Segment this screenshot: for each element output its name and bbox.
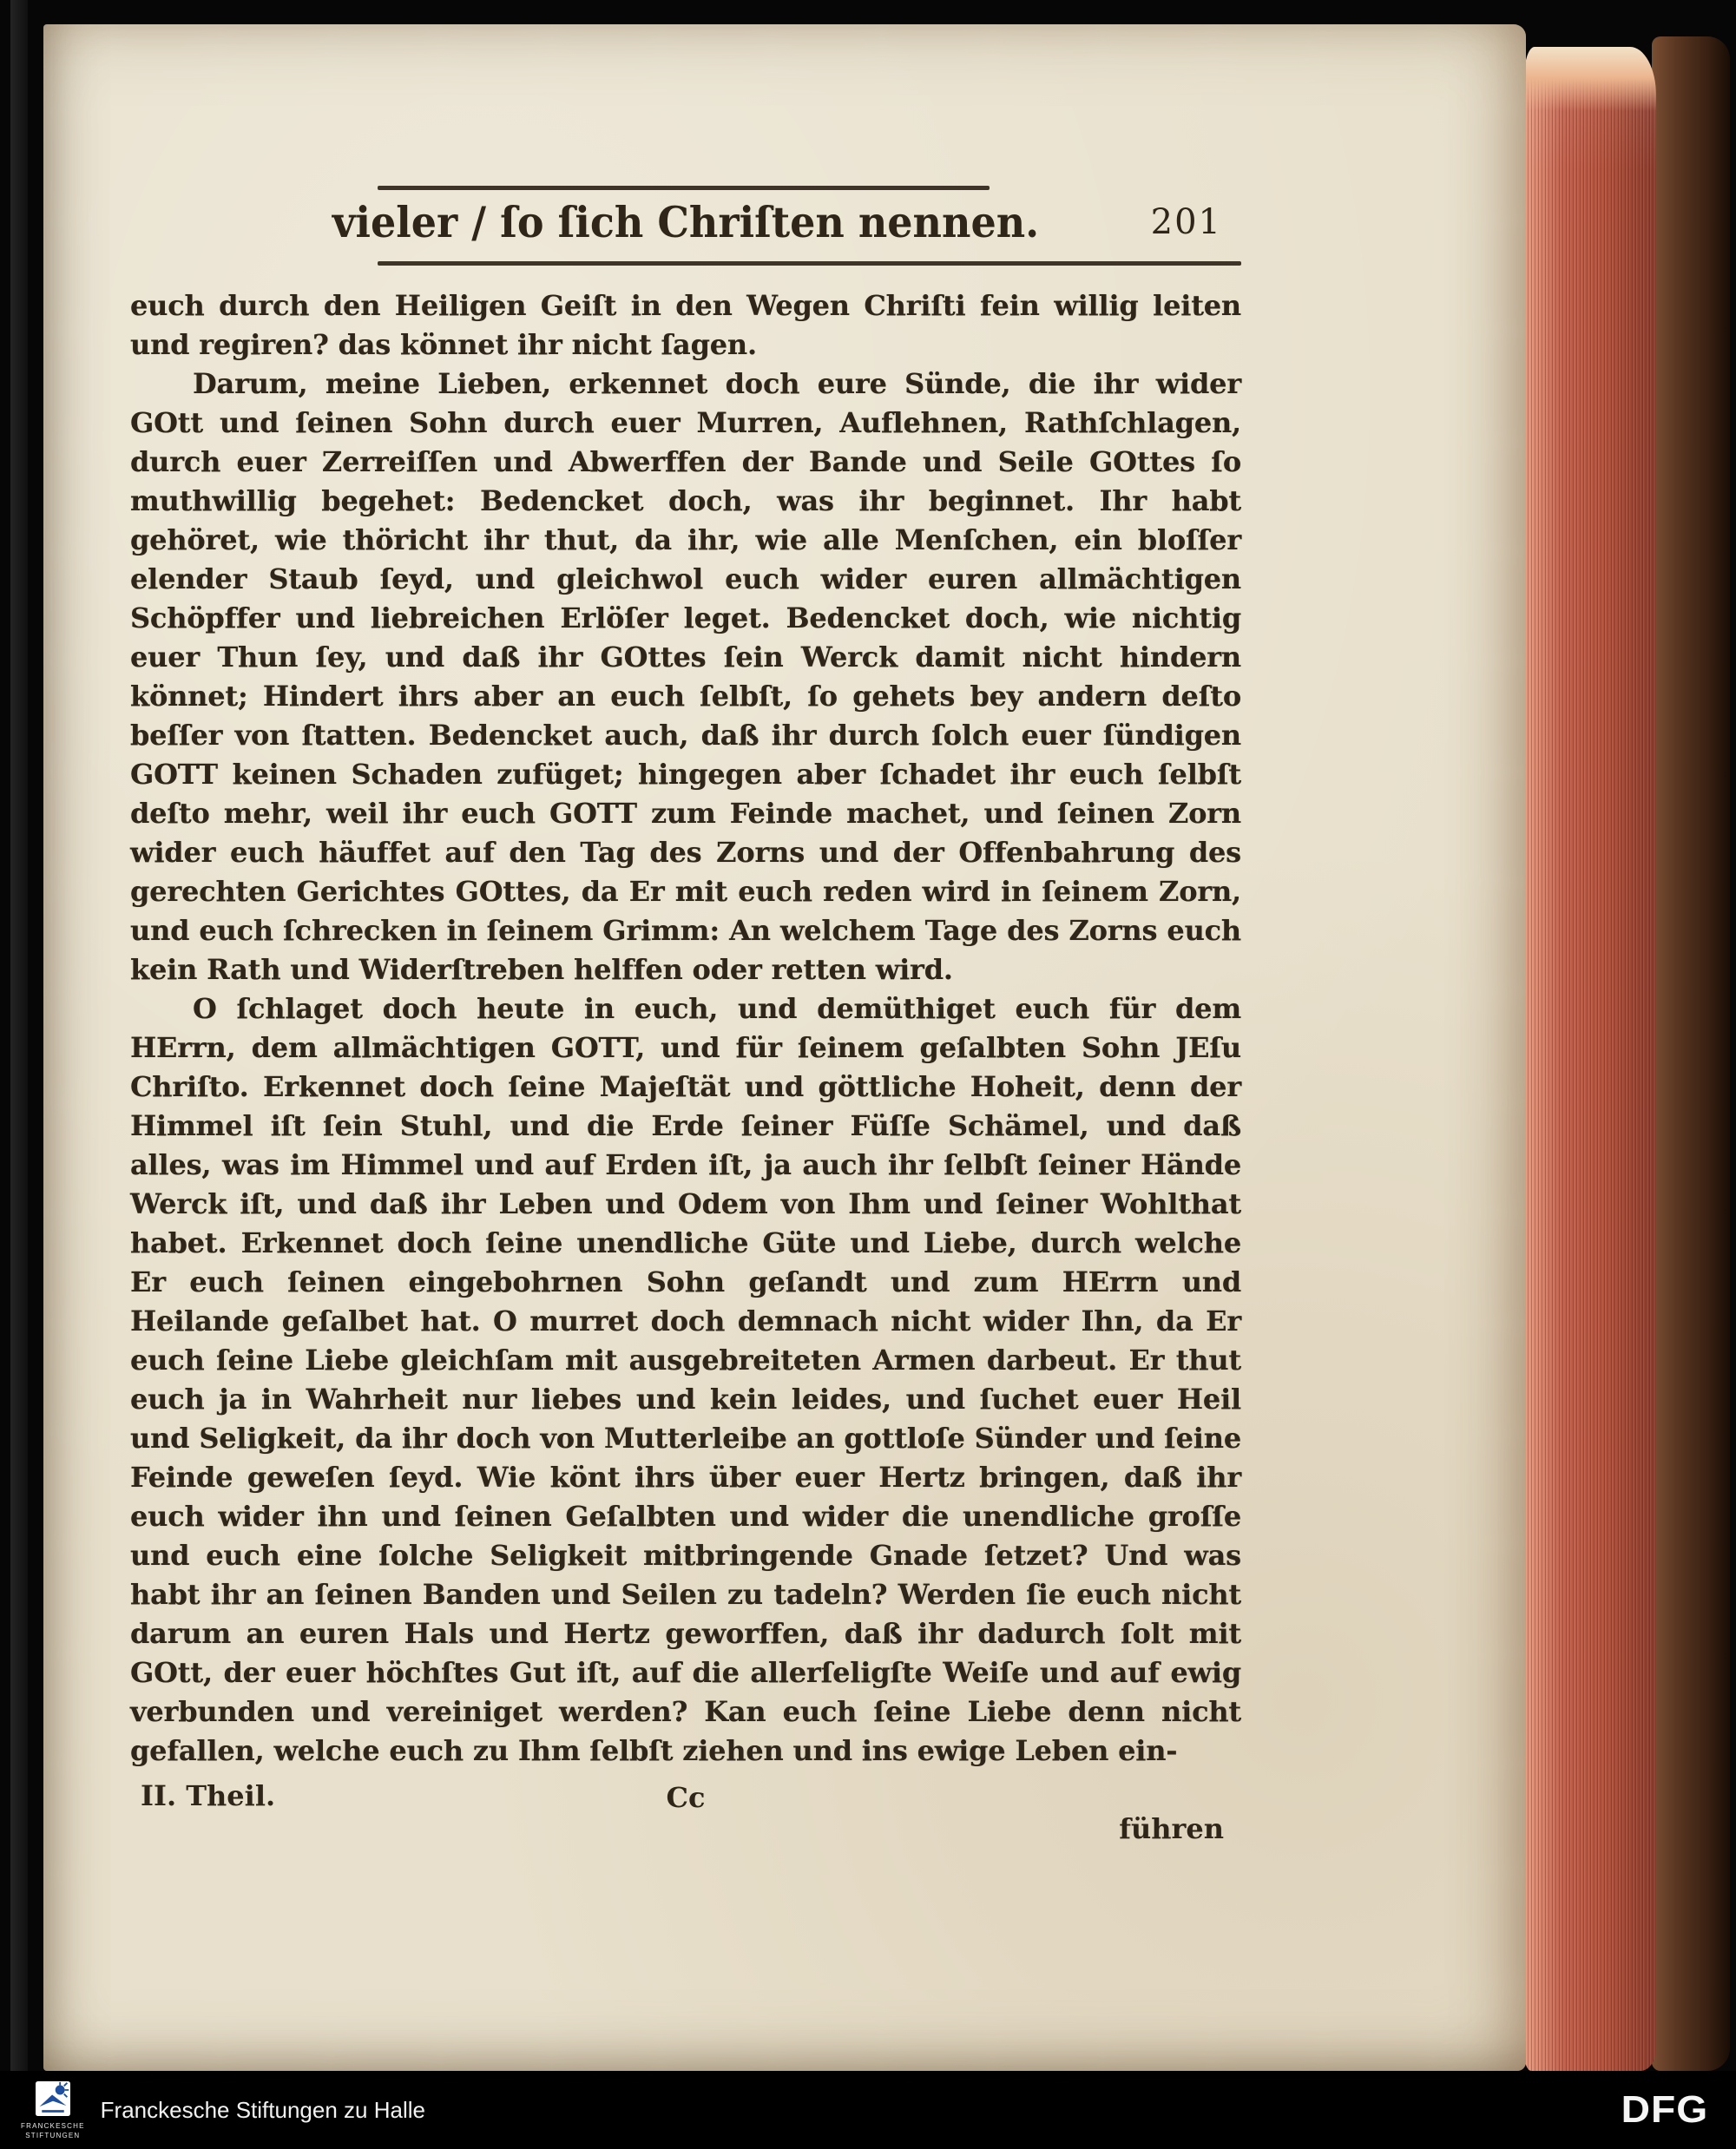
catchword: führen bbox=[1119, 1812, 1224, 1845]
volume-signature: II. Theil. bbox=[141, 1779, 276, 1812]
sheet-signature: Cc bbox=[666, 1781, 706, 1814]
logo-caption-line1: FRANCKESCHE bbox=[21, 2121, 85, 2130]
page-footer-line bbox=[130, 1779, 1241, 1859]
body-text bbox=[130, 286, 1241, 1771]
running-head bbox=[130, 199, 1241, 256]
header-rule-top bbox=[378, 186, 990, 190]
franckesche-stiftungen-logo bbox=[21, 2081, 85, 2139]
institution-label: Franckesche Stiftungen zu Halle bbox=[100, 2096, 425, 2123]
page-number: 201 bbox=[1150, 202, 1222, 242]
paragraph: O ſchlaget doch heute in euch, und demüthiget euch für dem HErrn, dem allmächtigen GOTT, und für ſeinem geſalbten Sohn JEſu Chriſto. Erkennet doch ſeine Majeſtät und göttliche Hoheit, denn der Himmel iſt ſein Stuhl, und die Erde ſeiner Füſſe Schämel, und daß alles, was im Himmel und auf Erden iſt, ja auch ihr ſelbſt ſeiner Hände Werck iſt, und daß ihr Leben und Odem von Ihm und ſeiner Wohlthat habet. Erkennet doch ſeine unendliche Güte und Liebe, durch welche Er euch ſeinen eingebohrnen Sohn geſandt und zum HErrn und Heilande geſalbet hat. O murret doch demnach nicht wider Ihn, da Er euch ſeine Liebe gleichſam mit ausgebreiteten Armen darbeut. Er thut euch ja in Wahrheit nur liebes und kein leides, und ſuchet euer Heil und Seligkeit, da ihr doch von Mutterleibe an gottloſe Sünder und ſeine Feinde geweſen ſeyd. Wie könt ihrs über euer Hertz bringen, daß ihr euch wider ihn und ſeinen Geſalbten und wider die unendliche groſſe und euch eine ſolche Seligkeit mitbringende Gnade ſetzet? Und was habt ihr an ſeinen Banden und Seilen zu tadeln? Werden ſie euch nicht darum an euren Hals und Hertz geworffen, daß ihr dadurch ſolt mit GOtt, der euer höchſtes Gut iſt, auf die allerſeligſte Weiſe und auf ewig verbunden und vereiniget werden? Kan euch ſeine Liebe denn nicht gefallen, welche euch zu Ihm ſelbſt ziehen und ins ewige Leben ein- bbox=[130, 992, 1241, 1767]
book-cover-edge bbox=[1652, 36, 1730, 2071]
institution-block bbox=[21, 2081, 425, 2139]
logo-caption-line2: STIFTUNGEN bbox=[25, 2131, 81, 2139]
paragraph: Darum, meine Lieben, erkennet doch eure Sünde, die ihr wider GOtt und ſeinen Sohn durch euer Murren, Auflehnen, Rathſchlagen, durch euer Zerreiſſen und Abwerffen der Bande und Seile GOttes ſo muthwillig begehet: Bedencket doch, was ihr beginnet. Ihr habt gehöret, wie thöricht ihr thut, da ihr, wie alle Menſchen, ein bloſſer elender Staub ſeyd, und gleichwol euch wider euren allmächtigen Schöpffer und liebreichen Erlöſer leget. Bedencket doch, wie nichtig euer Thun ſey, und daß ihr GOttes ſein Werck damit nicht hindern könnet; Hindert ihrs aber an euch ſelbſt, ſo gehets bey andern deſto beſſer von ſtatten. Bedencket auch, daß ihr durch ſolch euer ſündigen GOTT keinen Schaden zufüget; hingegen aber ſchadet ihr euch ſelbſt deſto mehr, weil ihr euch GOTT zum Feinde machet, und ſeinen Zorn wider euch häuffet auf den Tag des Zorns und der Offenbahrung des gerechten Gerichtes GOttes, da Er mit euch reden wird in ſeinem Zorn, und euch ſchrecken in ſeinem Grimm: An welchem Tage des Zorns euch kein Rath und Widerſtreben helffen oder retten wird. bbox=[130, 367, 1241, 986]
page-fore-edges bbox=[1524, 50, 1656, 2071]
book-page bbox=[43, 24, 1526, 2071]
text-column bbox=[130, 186, 1241, 1859]
eagle-sun-icon bbox=[36, 2081, 70, 2120]
paragraph-continuation: euch durch den Heiligen Geiſt in den Wegen Chriſti fein willig leiten und regiren? das könnet ihr nicht ſagen. bbox=[130, 289, 1241, 361]
viewer-footer-bar bbox=[0, 2071, 1736, 2149]
dfg-logo: DFG bbox=[1621, 2088, 1709, 2131]
header-rule-bottom bbox=[378, 261, 1241, 266]
running-title: vieler / ſo ſich Chriſten nennen. bbox=[332, 197, 1040, 247]
spine-shadow-strip bbox=[10, 0, 28, 2071]
